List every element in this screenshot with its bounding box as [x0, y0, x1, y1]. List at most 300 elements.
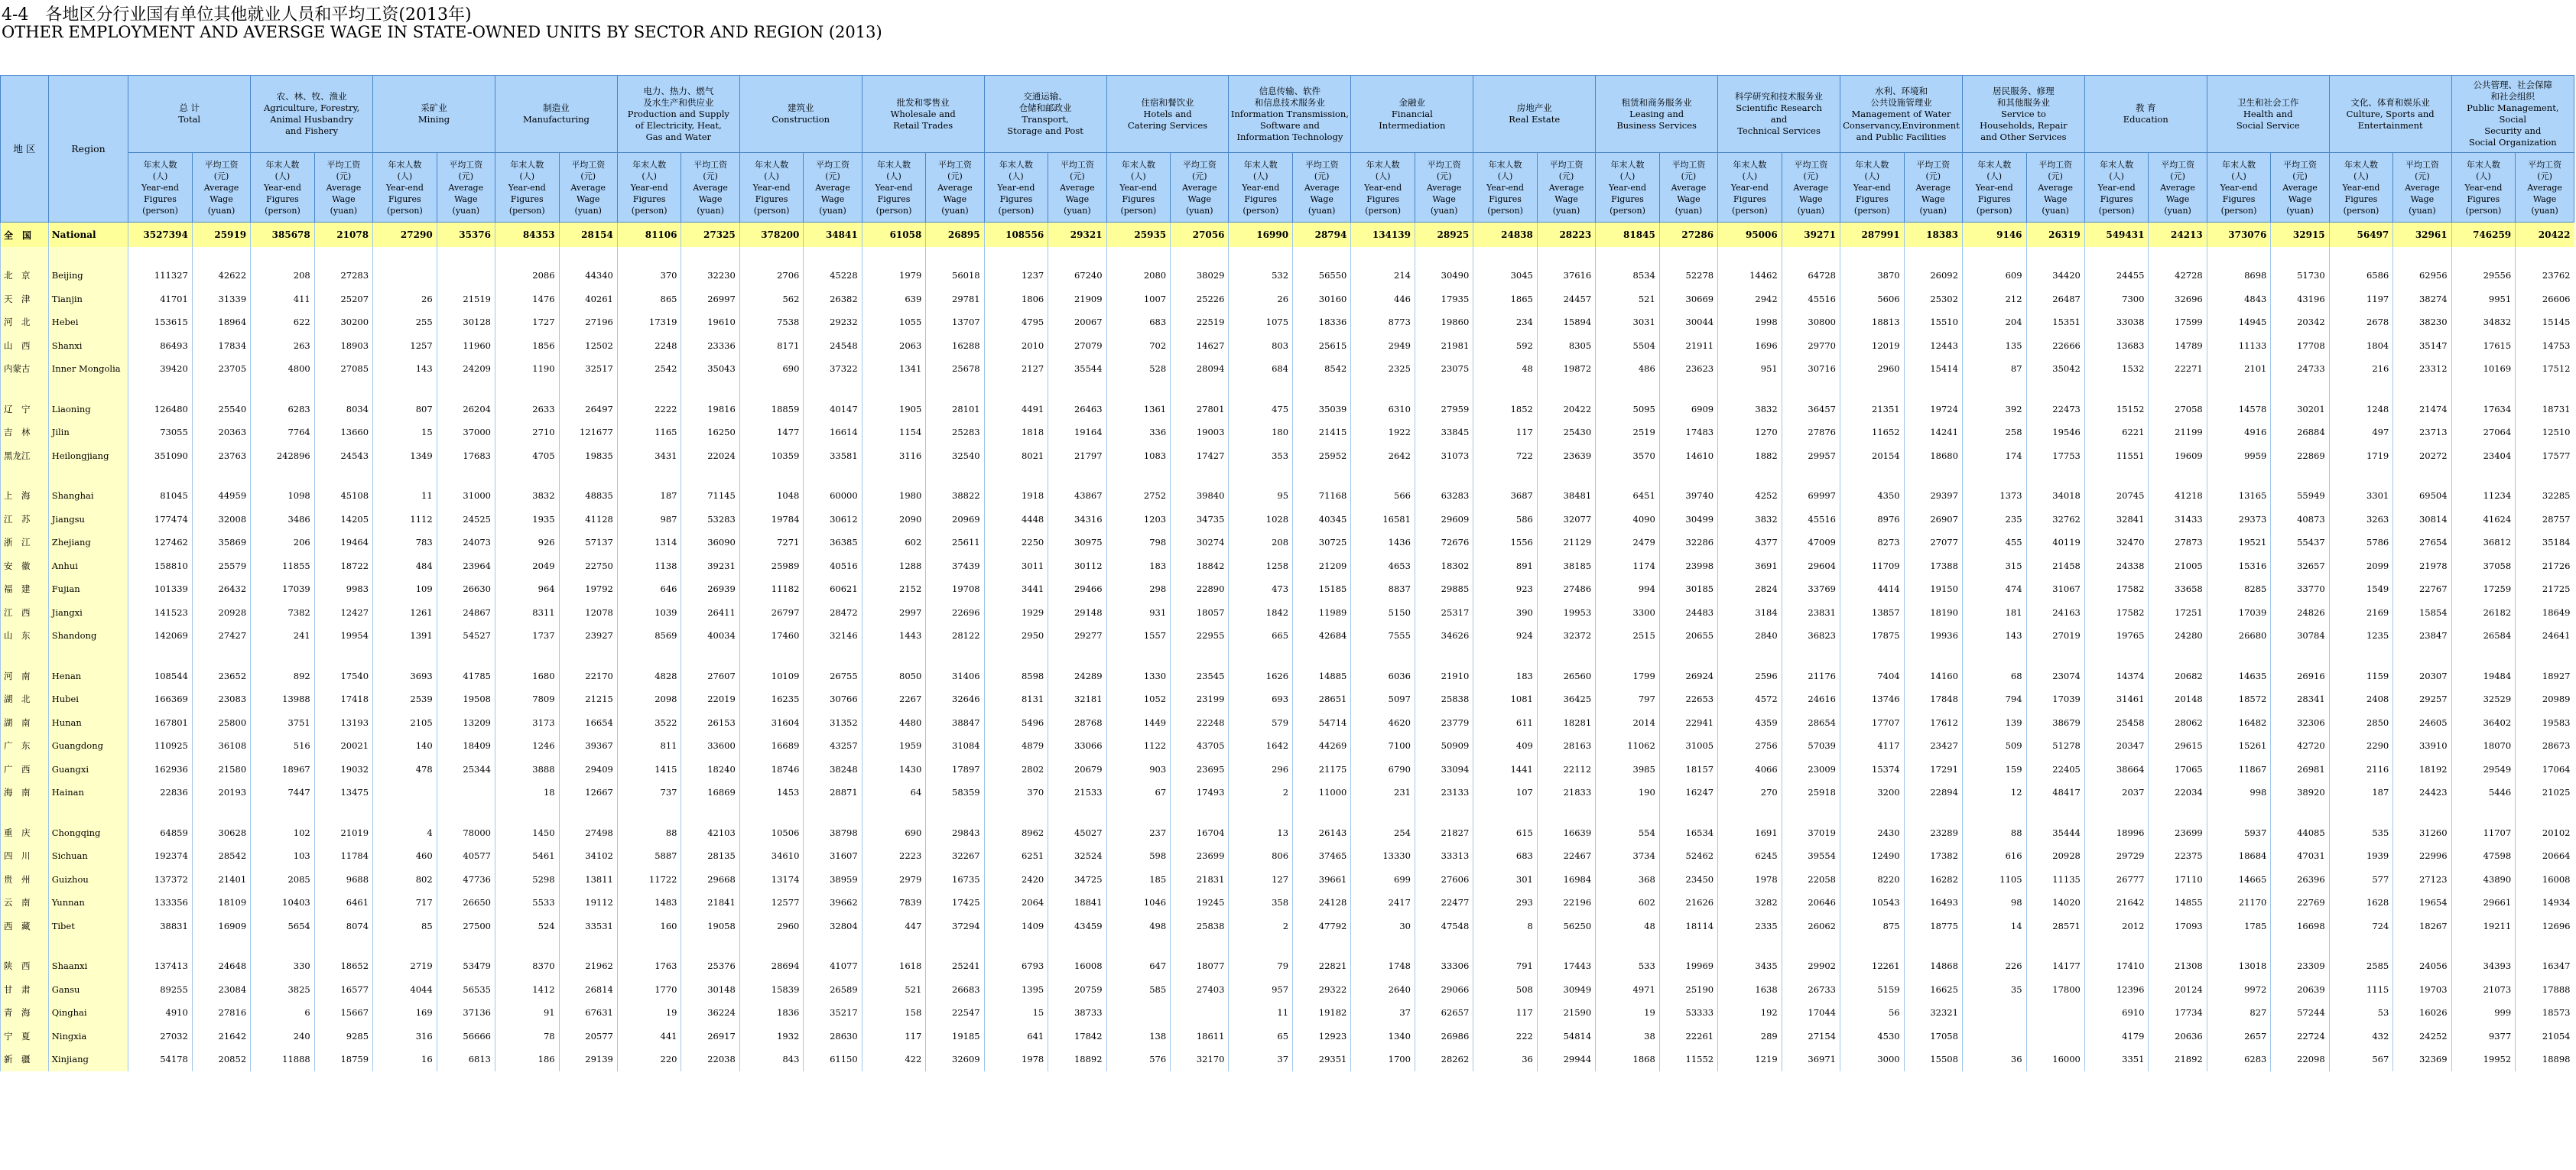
- col-header-year-end-figures: 年末人数 (人) Year-end Figures (person): [2329, 153, 2393, 223]
- average-wage-cell: 20852: [192, 1048, 250, 1071]
- average-wage-cell: 22750: [559, 554, 617, 578]
- year-end-figure-cell: 1865: [1473, 288, 1538, 311]
- spacer-cell: [2329, 467, 2393, 484]
- average-wage-cell: 30148: [681, 978, 739, 1002]
- year-end-figure-cell: 18813: [1840, 310, 1905, 334]
- average-wage-cell: 19860: [1415, 310, 1473, 334]
- year-end-figure-cell: 9972: [2207, 978, 2271, 1002]
- average-wage-cell: 40516: [804, 554, 862, 578]
- year-end-figure-cell: 4620: [1351, 711, 1415, 735]
- average-wage-cell: 28757: [2516, 508, 2574, 531]
- year-end-figure-cell: 5606: [1840, 288, 1905, 311]
- average-wage-cell: 22058: [1782, 868, 1840, 892]
- average-wage-cell: 21458: [2026, 554, 2084, 578]
- average-wage-cell: 72676: [1415, 531, 1473, 554]
- year-end-figure-cell: 3522: [617, 711, 681, 735]
- sector-name-cn: 教 育: [2135, 102, 2156, 113]
- year-end-figure-cell: 3000: [1840, 1048, 1905, 1071]
- year-end-figure-cell: 102: [251, 821, 315, 845]
- year-end-figure-cell: 12490: [1840, 844, 1905, 868]
- year-end-figure-cell: 88: [1962, 821, 2026, 845]
- average-wage-cell: 22653: [1659, 687, 1717, 711]
- average-wage-cell: 25838: [1415, 687, 1473, 711]
- year-end-figure-cell: 61058: [862, 223, 926, 248]
- region-name-cn: 福 建: [1, 577, 49, 601]
- year-end-figure-cell: 41624: [2451, 508, 2516, 531]
- spacer-cell: [1, 938, 49, 954]
- average-wage-cell: 25838: [1171, 915, 1229, 938]
- year-end-figure-cell: 2085: [251, 868, 315, 892]
- average-wage-cell: 31000: [437, 484, 495, 508]
- average-wage-cell: 20307: [2393, 665, 2451, 688]
- average-wage-cell: 15351: [2026, 310, 2084, 334]
- average-wage-cell: 25611: [926, 531, 984, 554]
- year-end-figure-cell: 254: [1351, 821, 1415, 845]
- spacer-cell: [1106, 648, 1171, 665]
- average-wage-cell: 47031: [2271, 844, 2329, 868]
- spacer-cell: [1229, 648, 1293, 665]
- average-wage-cell: 36108: [192, 734, 250, 758]
- year-end-figure-cell: 3687: [1473, 484, 1538, 508]
- average-wage-cell: 9983: [314, 577, 372, 601]
- average-wage-cell: 38822: [926, 484, 984, 508]
- year-end-figure-cell: 29549: [2451, 758, 2516, 782]
- year-end-figure-cell: 875: [1840, 915, 1905, 938]
- average-wage-cell: 33581: [804, 444, 862, 468]
- average-wage-cell: 31073: [1415, 444, 1473, 468]
- average-wage-cell: 27606: [1415, 868, 1473, 892]
- spacer-cell: [251, 247, 315, 264]
- year-end-figure-cell: 19: [617, 1001, 681, 1025]
- average-wage-cell: 28925: [1415, 223, 1473, 248]
- year-end-figure-cell: 1727: [495, 310, 559, 334]
- year-end-figure-cell: 1476: [495, 288, 559, 311]
- average-wage-cell: 18649: [2516, 601, 2574, 625]
- year-end-figure-cell: 81045: [128, 484, 193, 508]
- average-wage-cell: 27019: [2026, 624, 2084, 648]
- year-end-figure-cell: 1159: [2329, 665, 2393, 688]
- average-wage-cell: 23695: [1171, 758, 1229, 782]
- year-end-figure-cell: 6310: [1351, 398, 1415, 421]
- spacer-cell: [48, 804, 128, 821]
- year-end-figure-cell: 53: [2329, 1001, 2393, 1025]
- average-wage-cell: 28768: [1048, 711, 1106, 735]
- average-wage-cell: 40345: [1293, 508, 1351, 531]
- year-end-figure-cell: 14945: [2207, 310, 2271, 334]
- average-wage-cell: 42728: [2149, 264, 2207, 288]
- spacer-cell: [2451, 467, 2516, 484]
- year-end-figure-cell: 1557: [1106, 624, 1171, 648]
- year-end-figure-cell: 2267: [862, 687, 926, 711]
- year-end-figure-cell: 392: [1962, 398, 2026, 421]
- year-end-figure-cell: 1441: [1473, 758, 1538, 782]
- average-wage-cell: 20664: [2516, 844, 2574, 868]
- year-end-figure-cell: 368: [1596, 868, 1660, 892]
- average-wage-cell: 36385: [804, 531, 862, 554]
- average-wage-cell: 19954: [314, 624, 372, 648]
- average-wage-cell: 25678: [926, 357, 984, 381]
- year-end-figure-cell: 2850: [2329, 711, 2393, 735]
- year-end-figure-cell: 10109: [739, 665, 804, 688]
- average-wage-cell: 21841: [681, 891, 739, 915]
- year-end-figure-cell: 95: [1229, 484, 1293, 508]
- average-wage-cell: 16625: [1904, 978, 1962, 1002]
- average-wage-cell: 22467: [1537, 844, 1595, 868]
- group-spacer-row: [1, 381, 2574, 398]
- year-end-figure-cell: 177474: [128, 508, 193, 531]
- col-header-year-end-figures: 年末人数 (人) Year-end Figures (person): [2207, 153, 2271, 223]
- spacer-cell: [2451, 648, 2516, 665]
- year-end-figure-cell: 1235: [2329, 624, 2393, 648]
- average-wage-cell: 28135: [681, 844, 739, 868]
- year-end-figure-cell: 1436: [1351, 531, 1415, 554]
- sector-name-en: Leasing and Business Services: [1616, 108, 1697, 131]
- average-wage-cell: 32230: [681, 264, 739, 288]
- average-wage-cell: 16247: [1659, 781, 1717, 804]
- sector-name-en: Education: [2123, 114, 2168, 125]
- year-end-figure-cell: 15152: [2084, 398, 2149, 421]
- year-end-figure-cell: 2657: [2207, 1025, 2271, 1048]
- year-end-figure-cell: 17582: [2084, 601, 2149, 625]
- average-wage-cell: [2026, 1001, 2084, 1025]
- year-end-figure-cell: 1055: [862, 310, 926, 334]
- average-wage-cell: 13193: [314, 711, 372, 735]
- year-end-figure-cell: 139: [1962, 711, 2026, 735]
- year-end-figure-cell: 18859: [739, 398, 804, 421]
- year-end-figure-cell: 17039: [251, 577, 315, 601]
- spacer-cell: [1415, 381, 1473, 398]
- year-end-figure-cell: 3832: [1718, 508, 1782, 531]
- year-end-figure-cell: 4530: [1840, 1025, 1905, 1048]
- spacer-cell: [926, 467, 984, 484]
- year-end-figure-cell: 31461: [2084, 687, 2149, 711]
- year-end-figure-cell: 2417: [1351, 891, 1415, 915]
- average-wage-cell: 24056: [2393, 954, 2451, 978]
- year-end-figure-cell: 964: [495, 577, 559, 601]
- table-row-zhejiang: [1, 531, 2574, 554]
- average-wage-cell: 39554: [1782, 844, 1840, 868]
- year-end-figure-cell: 7447: [251, 781, 315, 804]
- spacer-cell: [1171, 247, 1229, 264]
- spacer-cell: [314, 247, 372, 264]
- spacer-cell: [1537, 247, 1595, 264]
- average-wage-cell: 50909: [1415, 734, 1473, 758]
- region-name-en: Guangdong: [48, 734, 128, 758]
- spacer-cell: [2084, 648, 2149, 665]
- average-wage-cell: 38185: [1537, 554, 1595, 578]
- year-end-figure-cell: 1453: [739, 781, 804, 804]
- spacer-cell: [1596, 247, 1660, 264]
- sector-header-information-transmission: [1229, 76, 1351, 153]
- average-wage-cell: 23699: [1171, 844, 1229, 868]
- spacer-cell: [2207, 467, 2271, 484]
- average-wage-cell: 53479: [437, 954, 495, 978]
- year-end-figure-cell: 16: [373, 1048, 437, 1071]
- year-end-figure-cell: 19484: [2451, 665, 2516, 688]
- average-wage-cell: 55437: [2271, 531, 2329, 554]
- average-wage-cell: 22767: [2393, 577, 2451, 601]
- average-wage-cell: 37000: [437, 421, 495, 444]
- average-wage-cell: 26997: [681, 288, 739, 311]
- year-end-figure-cell: 1818: [984, 421, 1048, 444]
- year-end-figure-cell: 411: [251, 288, 315, 311]
- average-wage-cell: 21209: [1293, 554, 1351, 578]
- average-wage-cell: 33770: [2271, 577, 2329, 601]
- region-name-cn: 湖 北: [1, 687, 49, 711]
- year-end-figure-cell: 441: [617, 1025, 681, 1048]
- col-header-average-wage: 平均工资 (元) Average Wage (yuan): [1782, 153, 1840, 223]
- average-wage-cell: 23699: [2149, 821, 2207, 845]
- average-wage-cell: 39740: [1659, 484, 1717, 508]
- average-wage-cell: 31339: [192, 288, 250, 311]
- year-end-figure-cell: 26: [373, 288, 437, 311]
- average-wage-cell: 17058: [1904, 1025, 1962, 1048]
- sector-name-en: Public Management, Social Security and Social Organization: [2467, 102, 2559, 148]
- spacer-cell: [1962, 804, 2026, 821]
- average-wage-cell: 23545: [1171, 665, 1229, 688]
- year-end-figure-cell: 11888: [251, 1048, 315, 1071]
- year-end-figure-cell: 29373: [2207, 508, 2271, 531]
- average-wage-cell: 18652: [314, 954, 372, 978]
- year-end-figure-cell: 1856: [495, 334, 559, 358]
- spacer-cell: [804, 938, 862, 954]
- average-wage-cell: 27283: [314, 264, 372, 288]
- sector-name-en: Culture, Sports and Entertainment: [2346, 108, 2435, 131]
- year-end-figure-cell: 598: [1106, 844, 1171, 868]
- spacer-cell: [2084, 804, 2149, 821]
- year-end-figure-cell: 1691: [1718, 821, 1782, 845]
- year-end-figure-cell: 2064: [984, 891, 1048, 915]
- year-end-figure-cell: 8171: [739, 334, 804, 358]
- year-end-figure-cell: 54178: [128, 1048, 193, 1071]
- year-end-figure-cell: 6790: [1351, 758, 1415, 782]
- spacer-cell: [984, 648, 1048, 665]
- average-wage-cell: 54814: [1537, 1025, 1595, 1048]
- year-end-figure-cell: 1361: [1106, 398, 1171, 421]
- year-end-figure-cell: 26797: [739, 601, 804, 625]
- year-end-figure-cell: 4377: [1718, 531, 1782, 554]
- spacer-cell: [1782, 247, 1840, 264]
- year-end-figure-cell: 1443: [862, 624, 926, 648]
- year-end-figure-cell: 5097: [1351, 687, 1415, 711]
- year-end-figure-cell: 2519: [1596, 421, 1660, 444]
- spacer-cell: [1048, 804, 1106, 821]
- year-end-figure-cell: 7809: [495, 687, 559, 711]
- spacer-cell: [1293, 247, 1351, 264]
- year-end-figure-cell: 2105: [373, 711, 437, 735]
- average-wage-cell: 18157: [1659, 758, 1717, 782]
- average-wage-cell: 23133: [1415, 781, 1473, 804]
- year-end-figure-cell: 843: [739, 1048, 804, 1071]
- spacer-cell: [1, 381, 49, 398]
- year-end-figure-cell: 17707: [1840, 711, 1905, 735]
- year-end-figure-cell: 1449: [1106, 711, 1171, 735]
- average-wage-cell: 40873: [2271, 508, 2329, 531]
- average-wage-cell: 17935: [1415, 288, 1473, 311]
- year-end-figure-cell: 13: [1229, 821, 1293, 845]
- average-wage-cell: 21199: [2149, 421, 2207, 444]
- year-end-figure-cell: 611: [1473, 711, 1538, 735]
- region-name-en: Shaanxi: [48, 954, 128, 978]
- average-wage-cell: 23074: [2026, 665, 2084, 688]
- average-wage-cell: 34735: [1171, 508, 1229, 531]
- year-end-figure-cell: 2960: [739, 915, 804, 938]
- year-end-figure-cell: 8050: [862, 665, 926, 688]
- average-wage-cell: 38959: [804, 868, 862, 892]
- year-end-figure-cell: 994: [1596, 577, 1660, 601]
- average-wage-cell: 22547: [926, 1001, 984, 1025]
- year-end-figure-cell: 7404: [1840, 665, 1905, 688]
- year-end-figure-cell: 422: [862, 1048, 926, 1071]
- year-end-figure-cell: 5095: [1596, 398, 1660, 421]
- year-end-figure-cell: 181: [1962, 601, 2026, 625]
- region-name-en: Inner Mongolia: [48, 357, 128, 381]
- region-name-en: Qinghai: [48, 1001, 128, 1025]
- spacer-cell: [1596, 938, 1660, 954]
- year-end-figure-cell: 2222: [617, 398, 681, 421]
- year-end-figure-cell: 2250: [984, 531, 1048, 554]
- group-spacer-row: [1, 467, 2574, 484]
- spacer-cell: [1537, 467, 1595, 484]
- average-wage-cell: 23450: [1659, 868, 1717, 892]
- average-wage-cell: 21025: [2516, 781, 2574, 804]
- table-row-shanghai: [1, 484, 2574, 508]
- year-end-figure-cell: 2086: [495, 264, 559, 288]
- sector-header-agriculture-forestry: [251, 76, 373, 153]
- average-wage-cell: 18611: [1171, 1025, 1229, 1048]
- year-end-figure-cell: 2585: [2329, 954, 2393, 978]
- table-row-ningxia: [1, 1025, 2574, 1048]
- col-header-average-wage: 平均工资 (元) Average Wage (yuan): [314, 153, 372, 223]
- year-end-figure-cell: 3527394: [128, 223, 193, 248]
- average-wage-cell: 17753: [2026, 444, 2084, 468]
- year-end-figure-cell: 690: [862, 821, 926, 845]
- year-end-figure-cell: 1115: [2329, 978, 2393, 1002]
- table-row-gansu: [1, 978, 2574, 1002]
- year-end-figure-cell: 535: [2329, 821, 2393, 845]
- year-end-figure-cell: 17615: [2451, 334, 2516, 358]
- average-wage-cell: 27077: [1904, 531, 1962, 554]
- average-wage-cell: 16250: [681, 421, 739, 444]
- average-wage-cell: 29466: [1048, 577, 1106, 601]
- average-wage-cell: 19610: [681, 310, 739, 334]
- spacer-cell: [1840, 247, 1905, 264]
- year-end-figure-cell: 1257: [373, 334, 437, 358]
- average-wage-cell: 20655: [1659, 624, 1717, 648]
- year-end-figure-cell: 9959: [2207, 444, 2271, 468]
- average-wage-cell: 19816: [681, 398, 739, 421]
- spacer-cell: [2393, 381, 2451, 398]
- spacer-cell: [681, 938, 739, 954]
- year-end-figure-cell: 142069: [128, 624, 193, 648]
- average-wage-cell: 22248: [1171, 711, 1229, 735]
- year-end-figure-cell: 2950: [984, 624, 1048, 648]
- spacer-cell: [1718, 247, 1782, 264]
- average-wage-cell: 16493: [1904, 891, 1962, 915]
- spacer-cell: [739, 938, 804, 954]
- spacer-cell: [2026, 381, 2084, 398]
- year-end-figure-cell: 11182: [739, 577, 804, 601]
- year-end-figure-cell: 577: [2329, 868, 2393, 892]
- spacer-cell: [1659, 247, 1717, 264]
- average-wage-cell: 17425: [926, 891, 984, 915]
- year-end-figure-cell: 17460: [739, 624, 804, 648]
- year-end-figure-cell: 81106: [617, 223, 681, 248]
- year-end-figure-cell: 3351: [2084, 1048, 2149, 1071]
- average-wage-cell: 12510: [2516, 421, 2574, 444]
- year-end-figure-cell: 6451: [1596, 484, 1660, 508]
- average-wage-cell: 26916: [2271, 665, 2329, 688]
- average-wage-cell: 32524: [1048, 844, 1106, 868]
- sector-name-en: Information Transmission, Software and Information Technology: [1230, 108, 1349, 142]
- year-end-figure-cell: 1719: [2329, 444, 2393, 468]
- year-end-figure-cell: 783: [373, 531, 437, 554]
- average-wage-cell: 32961: [2393, 223, 2451, 248]
- year-end-figure-cell: 7555: [1351, 624, 1415, 648]
- year-end-figure-cell: 498: [1106, 915, 1171, 938]
- year-end-figure-cell: 43890: [2451, 868, 2516, 892]
- year-end-figure-cell: 811: [617, 734, 681, 758]
- table-row-beijing: [1, 264, 2574, 288]
- average-wage-cell: 8034: [314, 398, 372, 421]
- spacer-cell: [2516, 648, 2574, 665]
- year-end-figure-cell: 86493: [128, 334, 193, 358]
- average-wage-cell: 21176: [1782, 665, 1840, 688]
- year-end-figure-cell: 32841: [2084, 508, 2149, 531]
- year-end-figure-cell: 41701: [128, 288, 193, 311]
- table-row-fujian: [1, 577, 2574, 601]
- spacer-cell: [48, 381, 128, 398]
- average-wage-cell: 18336: [1293, 310, 1351, 334]
- average-wage-cell: 30274: [1171, 531, 1229, 554]
- average-wage-cell: 25207: [314, 288, 372, 311]
- average-wage-cell: 29604: [1782, 554, 1840, 578]
- average-wage-cell: 33094: [1415, 758, 1473, 782]
- spacer-cell: [1596, 467, 1660, 484]
- year-end-figure-cell: 68: [1962, 665, 2026, 688]
- spacer-cell: [1171, 938, 1229, 954]
- average-wage-cell: 21401: [192, 868, 250, 892]
- average-wage-cell: 6461: [314, 891, 372, 915]
- spacer-cell: [1718, 381, 1782, 398]
- year-end-figure-cell: 4916: [2207, 421, 2271, 444]
- year-end-figure-cell: 2101: [2207, 357, 2271, 381]
- average-wage-cell: 27079: [1048, 334, 1106, 358]
- region-name-cn: 重 庆: [1, 821, 49, 845]
- average-wage-cell: 11135: [2026, 868, 2084, 892]
- average-wage-cell: 21474: [2393, 398, 2451, 421]
- average-wage-cell: 27403: [1171, 978, 1229, 1002]
- spacer-cell: [984, 804, 1048, 821]
- year-end-figure-cell: 5504: [1596, 334, 1660, 358]
- year-end-figure-cell: 4800: [251, 357, 315, 381]
- average-wage-cell: 12667: [559, 781, 617, 804]
- year-end-figure-cell: 13174: [739, 868, 804, 892]
- year-end-figure-cell: 8837: [1351, 577, 1415, 601]
- average-wage-cell: 22821: [1293, 954, 1351, 978]
- year-end-figure-cell: 1105: [1962, 868, 2026, 892]
- year-end-figure-cell: 2223: [862, 844, 926, 868]
- average-wage-cell: 21590: [1537, 1001, 1595, 1025]
- average-wage-cell: 14885: [1293, 665, 1351, 688]
- spacer-cell: [373, 381, 437, 398]
- spacer-cell: [437, 938, 495, 954]
- table-row-hubei: [1, 687, 2574, 711]
- average-wage-cell: 24423: [2393, 781, 2451, 804]
- spacer-cell: [2207, 938, 2271, 954]
- year-end-figure-cell: 36812: [2451, 531, 2516, 554]
- average-wage-cell: 17599: [2149, 310, 2207, 334]
